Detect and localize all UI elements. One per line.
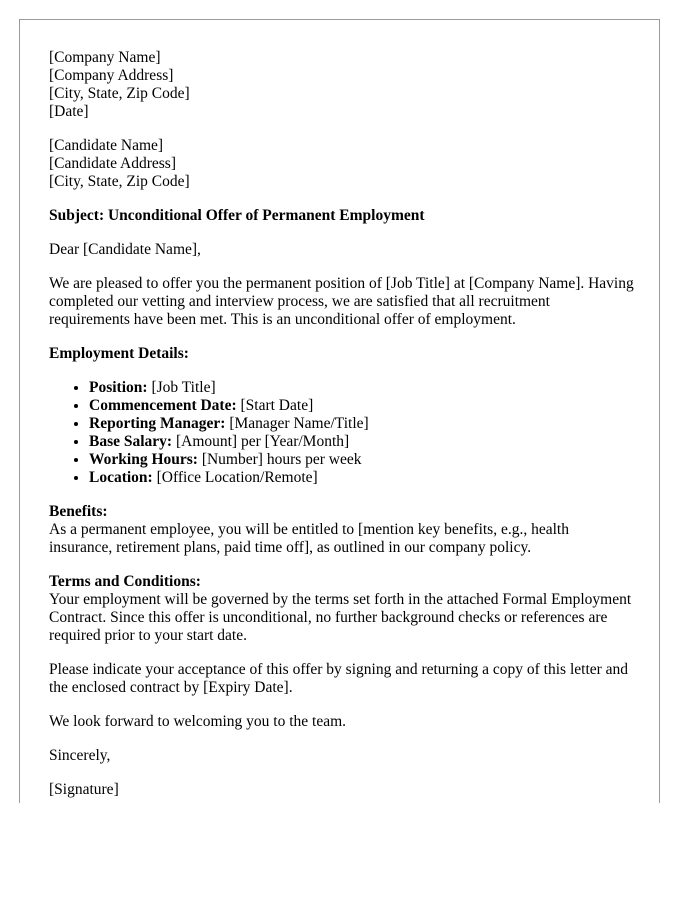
subject-line: Subject: Unconditional Offer of Permanent Employment [49, 207, 425, 224]
sender-company-address: [Company Address] [49, 67, 174, 84]
detail-value: [Amount] per [Year/Month] [172, 433, 350, 450]
letter-page [19, 19, 660, 803]
salutation: Dear [Candidate Name], [49, 241, 201, 258]
acceptance-paragraph: Please indicate your acceptance of this offer by signing and returning a copy of this letter and the enclosed contract by [Expiry Date]. [49, 661, 629, 696]
detail-item [89, 469, 634, 487]
detail-label: Location: [89, 469, 153, 486]
letter-date: [Date] [49, 103, 89, 120]
detail-item [89, 433, 634, 451]
detail-value: [Job Title] [147, 379, 216, 396]
terms-heading: Terms and Conditions: [49, 573, 201, 590]
letter-content [49, 49, 634, 815]
detail-label: Commencement Date: [89, 397, 237, 414]
detail-item [89, 451, 634, 469]
recipient-name: [Candidate Name] [49, 137, 164, 154]
detail-item [89, 397, 634, 415]
recipient-address: [Candidate Address] [49, 155, 176, 172]
detail-item [89, 415, 634, 433]
sign-off: Sincerely, [49, 747, 111, 764]
recipient-city-state-zip: [City, State, Zip Code] [49, 173, 190, 190]
detail-label: Base Salary: [89, 433, 173, 450]
closing-line: We look forward to welcoming you to the team. [49, 713, 347, 730]
benefits-section [49, 503, 634, 557]
sender-company-name: [Company Name] [49, 49, 161, 66]
terms-section [49, 573, 634, 645]
recipient-block [49, 137, 634, 191]
sender-city-state-zip: [City, State, Zip Code] [49, 85, 190, 102]
detail-label: Working Hours: [89, 451, 198, 468]
detail-label: Position: [89, 379, 148, 396]
benefits-heading: Benefits: [49, 503, 108, 520]
sender-block [49, 49, 634, 121]
detail-value: [Number] hours per week [197, 451, 362, 468]
terms-text: Your employment will be governed by the terms set forth in the attached Formal Employment Contract. Since this offer is unconditional, no further background checks or references are required prior to your start date. [49, 591, 632, 644]
benefits-text: As a permanent employee, you will be entitled to [mention key benefits, e.g., health insurance, retirement plans, paid time off], as outlined in our company policy. [49, 521, 569, 556]
intro-paragraph: We are pleased to offer you the permanent position of [Job Title] at [Company Name]. Having completed our vetting and interview process, we are satisfied that all recruitment requirements have been met. This is an unconditional offer of employment. [49, 275, 634, 328]
detail-label: Reporting Manager: [89, 415, 226, 432]
detail-value: [Manager Name/Title] [225, 415, 369, 432]
employment-details-list [49, 379, 634, 487]
employment-details-heading: Employment Details: [49, 345, 189, 362]
detail-value: [Office Location/Remote] [152, 469, 318, 486]
detail-value: [Start Date] [236, 397, 314, 414]
detail-item [89, 379, 634, 397]
signature-placeholder: [Signature] [49, 781, 119, 798]
